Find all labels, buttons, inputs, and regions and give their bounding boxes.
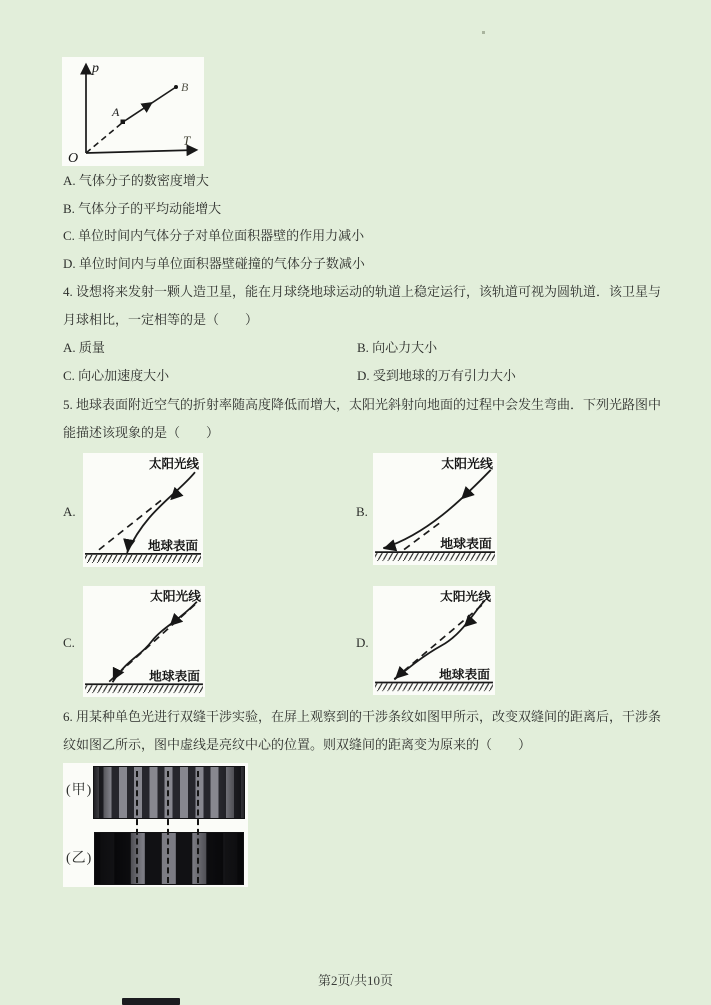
diagram-b — [373, 453, 497, 565]
q4-option-b: B. 向心力大小 — [357, 340, 438, 355]
ground-hatch — [375, 553, 495, 561]
diagram-b-svg — [373, 453, 497, 565]
option-c: C. 单位时间内气体分子对单位面积器壁的作用力减小 — [63, 228, 365, 243]
diagram-c-svg — [83, 586, 205, 697]
question-5-line-1: 5. 地球表面附近空气的折射率随高度降低而增大，太阳光斜射向地面的过程中会发生弯曲．下列光路图中 — [63, 397, 662, 412]
interference-pattern-jia — [93, 766, 245, 819]
option-a: A. 气体分子的数密度增大 — [63, 173, 209, 188]
option-b: B. 气体分子的平均动能增大 — [63, 200, 222, 216]
sun-ray-label: 太阳光线 — [440, 589, 491, 604]
diagram-c-label: C. — [63, 635, 75, 650]
q4-option-c: C. 向心加速度大小 — [63, 367, 170, 383]
next-page-bleed — [122, 998, 180, 1005]
point-a-label: A — [112, 105, 120, 119]
q4-option-d: D. 受到地球的万有引力大小 — [357, 367, 516, 383]
bright-fringe-dashed-line-1 — [136, 771, 138, 883]
y-axis-label: p — [92, 61, 99, 76]
diagram-c — [83, 586, 205, 697]
diagram-d — [373, 586, 495, 695]
sun-ray-label: 太阳光线 — [149, 457, 199, 472]
diagram-d-svg — [373, 586, 495, 695]
ground-label: 地球表面 — [149, 669, 200, 684]
ray-arrow-upper — [463, 495, 466, 498]
sun-ray-label: 太阳光线 — [441, 457, 493, 471]
pt-graph-svg — [62, 57, 204, 166]
diagram-a-svg — [83, 453, 203, 567]
diagram-a — [83, 453, 203, 567]
option-d: D. 单位时间内与单位面积器壁碰撞的气体分子数减小 — [63, 255, 365, 271]
question-4-options-row-1 — [63, 334, 663, 362]
question-6-text — [63, 703, 661, 759]
diagram-a-label: A. — [63, 504, 76, 519]
scan-speck — [482, 31, 485, 34]
x-axis-label: T — [183, 133, 191, 148]
point-b-marker — [174, 85, 178, 89]
question-4-line-2: 月球相比，一定相等的是（ ） — [63, 312, 259, 327]
question-5-line-2: 能描述该现象的是（ ） — [63, 425, 220, 440]
ground-hatch — [85, 685, 203, 693]
gas-question-options — [63, 167, 365, 277]
ray-arrow-lower — [128, 546, 129, 550]
pattern-jia-label: (甲) — [66, 783, 93, 798]
question-4-text — [63, 278, 661, 334]
interference-pattern-yi — [94, 832, 244, 885]
arrowhead-AB — [148, 103, 151, 105]
question-6-line-1: 6. 用某种单色光进行双缝干涉实验，在屏上观察到的干涉条纹如图甲所示，改变双缝间的距离后，干涉条 — [63, 709, 662, 724]
bright-fringe-dashed-line-2 — [167, 771, 169, 883]
pattern-yi-label: (乙) — [66, 851, 93, 866]
diagram-d-label: D. — [356, 635, 369, 650]
bright-fringe-dashed-line-3 — [197, 771, 199, 883]
ground-label: 地球表面 — [439, 667, 490, 682]
interference-figure — [63, 763, 248, 887]
diagram-b-label: B. — [356, 504, 368, 519]
question-6-line-2: 纹如图乙所示，图中虚线是亮纹中心的位置。则双缝间的距离变为原来的（ ） — [63, 737, 532, 752]
origin-label: O — [68, 151, 79, 166]
page-number: 第2页/共10页 — [317, 973, 394, 988]
ground-hatch — [375, 683, 493, 691]
ground-label: 地球表面 — [440, 537, 492, 552]
question-4-options-row-2 — [63, 362, 663, 390]
sun-ray-label: 太阳光线 — [150, 589, 201, 604]
question-4-options — [63, 334, 663, 389]
ray-arrow-lower — [385, 547, 389, 548]
ground-hatch — [85, 555, 201, 563]
x-axis — [86, 150, 196, 153]
dashed-segment-OA — [86, 123, 122, 153]
question-5-text — [63, 391, 661, 447]
question-4-line-1: 4. 设想将来发射一颗人造卫星，能在月球绕地球运动的轨道上稳定运行，该轨道可视为圆轨道．该卫星与 — [63, 284, 662, 299]
pt-graph-figure — [62, 57, 204, 166]
q4-option-a: A. 质量 — [63, 340, 105, 355]
point-b-label: B — [181, 80, 189, 94]
ground-label: 地球表面 — [148, 538, 198, 553]
point-a-marker — [121, 120, 126, 125]
